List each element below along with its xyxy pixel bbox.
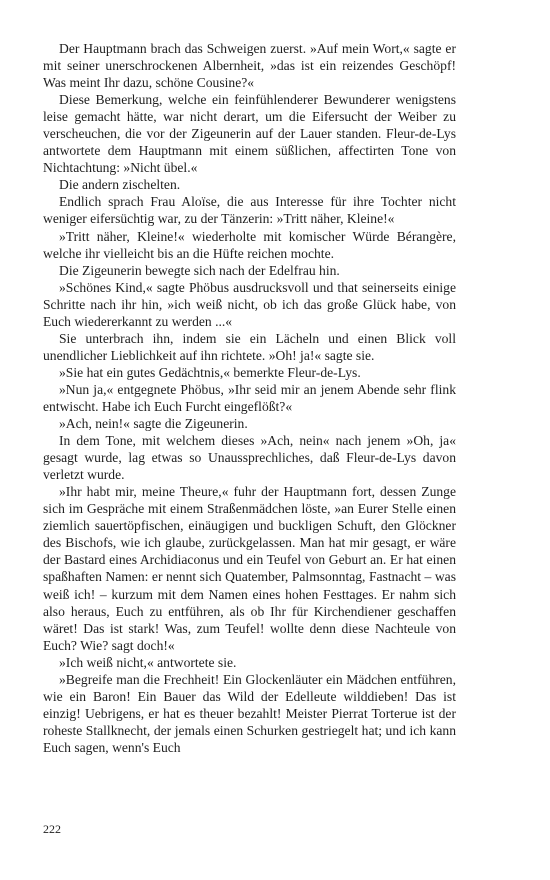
page-number: 222 (43, 822, 61, 836)
paragraph: Sie unterbrach ihn, indem sie ein Lächeln und einen Blick voll unendlicher Lieblichkeit auf ihn richtete. »Oh! ja!« sagte sie. (43, 330, 456, 363)
paragraph: »Ihr habt mir, meine Theure,« fuhr der Hauptmann fort, dessen Zunge sich im Gespräche mit einem Straßenmädchen löste, »an Eurer Stelle einen ziemlich sauertöpfischen, einäugigen und buckligen Schuft, den Glöckner des Bischofs, wie ich glaube, zurückgelassen. Man hat mir gesagt, er wäre der Bastard eines Archidiaconus und ein Teufel von Geburt an. Er hat einen spaßhaften Namen: er nennt sich Quatember, Palmsonntag, Fastnacht – was weiß ich! – kurzum mit dem Namen eines hohen Festtages. Er nahm sich also heraus, Euch zu entführen, als ob Ihr für Kirchendiener geschaffen wäret! Das ist stark! Was, zum Teufel! wollte denn diese Nachteule von Euch? Wie? sagt doch!« (43, 484, 456, 653)
paragraph: Die andern zischelten. (59, 177, 181, 193)
paragraph: Endlich sprach Frau Aloïse, die aus Interesse für ihre Tochter nicht weniger eifersüchtig war, zu der Tänzerin: »Tritt näher, Kleine!« (43, 194, 456, 227)
paragraph: Der Hauptmann brach das Schweigen zuerst. »Auf mein Wort,« sagte er mit seiner unerschrockenen Albernheit, »das ist ein reizendes Geschöpf! Was meint Ihr dazu, schöne Cousine?« (43, 41, 456, 91)
page-body (43, 40, 456, 756)
paragraph: »Begreife man die Frechheit! Ein Glockenläuter ein Mädchen entführen, wie ein Baron! Ein Bauer das Wild der Edelleute wilddieben! Das ist einzig! Uebrigens, er hat es theuer bezahlt! Meister Pierrat Torterue ist der roheste Stallknecht, der jemals einen Schurken gestriegelt hat; und ich kann Euch sagen, wenn's Euch (43, 671, 456, 755)
paragraph: »Sie hat ein gutes Gedächtnis,« bemerkte Fleur-de-Lys. (59, 364, 361, 380)
paragraph: »Tritt näher, Kleine!« wiederholte mit komischer Würde Bérangère, welche ihr vielleicht bis an die Hüfte reichen mochte. (43, 228, 456, 261)
paragraph: »Schönes Kind,« sagte Phöbus ausdrucksvoll und that seinerseits einige Schritte nach ihr hin, »ich weiß nicht, ob ich das große Glück habe, von Euch wiedererkannt zu werden ...« (43, 279, 456, 329)
paragraph: Die Zigeunerin bewegte sich nach der Edelfrau hin. (59, 262, 340, 278)
paragraph: »Nun ja,« entgegnete Phöbus, »Ihr seid mir an jenem Abende sehr flink entwischt. Habe ich Euch Furcht eingeflößt?« (43, 381, 456, 414)
paragraph: In dem Tone, mit welchem dieses »Ach, nein« nach jenem »Oh, ja« gesagt wurde, lag etwas so Unaussprechliches, daß Fleur-de-Lys davon verletzt wurde. (43, 433, 456, 483)
paragraph: »Ach, nein!« sagte die Zigeunerin. (59, 416, 248, 432)
paragraph: »Ich weiß nicht,« antwortete sie. (59, 654, 237, 670)
paragraph: Diese Bemerkung, welche ein feinfühlenderer Bewunderer wenigstens leise gemacht hätte, war nicht derart, um die Eifersucht der Weiber zu verscheuchen, die vor der Zigeunerin auf der Lauer standen. Fleur-de-Lys antwortete dem Hauptmann mit einem süßlichen, affectirten Tone von Nichtachtung: »Nicht übel.« (43, 92, 456, 176)
